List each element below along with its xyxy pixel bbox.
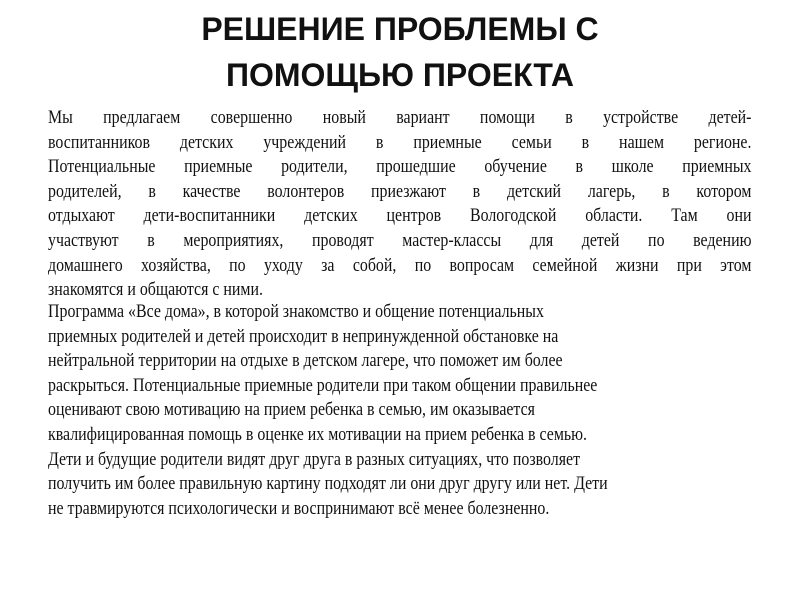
text-line: Потенциальные приемные родители, прошедшие обучение в школе приемных <box>48 157 752 178</box>
text-line: нейтральной территории на отдыхе в детском лагере, что поможет им более <box>48 351 563 372</box>
text-line: получить им более правильную картину подходят ли они друг другу или нет. Дети <box>48 474 608 495</box>
paragraph-project-description <box>48 106 752 303</box>
text-line: не травмируются психологически и воспринимают всё менее болезненно. <box>48 498 550 519</box>
text-line: знакомятся и общаются с ними. <box>48 280 263 301</box>
text-line: квалифицированная помощь в оценке их мотивации на прием ребенка в семью. <box>48 424 588 445</box>
text-line: Программа «Все дома», в которой знакомство и общение потенциальных <box>48 302 544 322</box>
slide-title <box>0 6 800 98</box>
text-line: участвуют в мероприятиях, проводят мастер-классы для детей по ведению <box>48 230 752 251</box>
text-line: приемных родителей и детей происходит в непринужденной обстановке на <box>48 326 559 347</box>
text-line: оценивают свою мотивацию на прием ребенка в семью, им оказывается <box>48 400 535 421</box>
text-line: отдыхают дети-воспитанники детских центров Вологодской области. Там они <box>48 206 752 227</box>
title-line: РЕШЕНИЕ ПРОБЛЕМЫ С <box>201 11 599 47</box>
text-line: домашнего хозяйства, по уходу за собой, по вопросам семейной жизни при этом <box>48 255 752 276</box>
paragraph-program-description <box>48 300 752 521</box>
text-line: Мы предлагаем совершенно новый вариант помощи в устройстве детей- <box>48 108 752 128</box>
text-line: раскрыться. Потенциальные приемные родители при таком общении правильнее <box>48 375 598 396</box>
text-line: родителей, в качестве волонтеров приезжают в детский лагерь, в котором <box>48 181 752 202</box>
text-line: воспитанников детских учреждений в приемные семьи в нашем регионе. <box>48 132 752 153</box>
title-line: ПОМОЩЬЮ ПРОЕКТА <box>225 57 575 93</box>
text-line: Дети и будущие родители видят друг друга в разных ситуациях, что позволяет <box>48 449 581 470</box>
